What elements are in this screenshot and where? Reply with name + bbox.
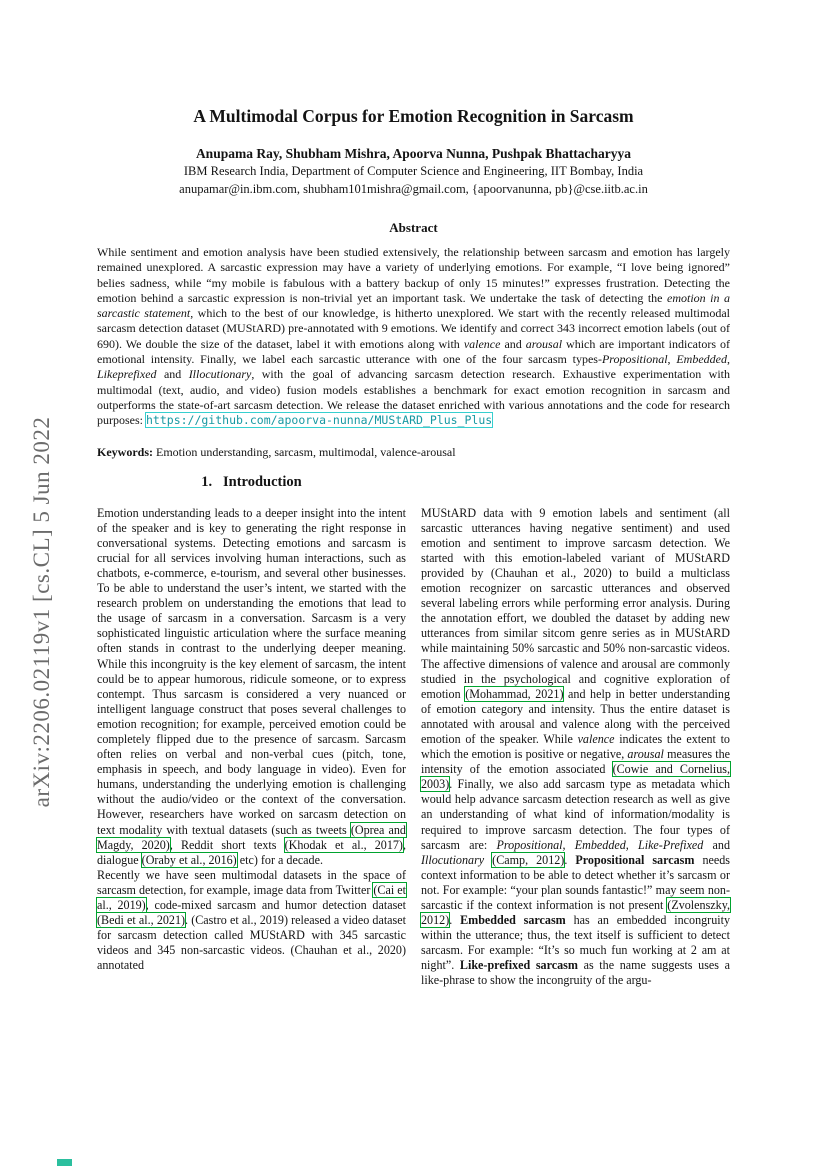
citation-link[interactable]: (Khodak et al., 2017): [284, 837, 403, 852]
citation-link[interactable]: (Bedi et al., 2021): [97, 913, 186, 928]
abstract-heading: Abstract: [389, 220, 438, 235]
authors-line: Anupama Ray, Shubham Mishra, Apoorva Nunna, Pushpak Bhattacharyya: [195, 146, 632, 161]
intro-paragraph-3: [421, 506, 730, 989]
text-run: [484, 853, 492, 867]
text-run: and help in better understanding of emotion category and intensity. Thus the entire dataset is annotated with arousal and valence along with the perceived emotion of the speaker. While: [421, 686, 731, 746]
right-column: [421, 475, 730, 989]
citation-link[interactable]: (Zvolenszky, 2012): [421, 898, 730, 928]
text-run: Recently we have seen multimodal datasets in the space of sarcasm detection, for example, image data from Twitter: [97, 867, 406, 897]
text-run: as the name suggests uses a like-phrase to show the incongruity of the argu-: [421, 958, 730, 988]
text-run: Like-prefixed sarcasm: [459, 958, 578, 973]
emails-line[interactable]: anupamar@in.ibm.com, shubham101mishra@gmail.com, {apoorvanunna, pb}@cse.iitb.ac.in: [179, 182, 648, 196]
left-column: [97, 475, 406, 989]
citation-link[interactable]: (Mohammad, 2021): [465, 686, 564, 701]
text-run: and: [500, 336, 526, 351]
text-run: .: [564, 852, 576, 867]
text-run: .: [449, 913, 461, 928]
text-run: emotion in a sarcastic statement: [97, 290, 730, 321]
text-run: which are important indicators of emotional intensity. Finally, we label each sarcastic utterance with one of the four sarcasm types-: [97, 336, 731, 367]
affiliation-line: IBM Research India, Department of Computer Science and Engineering, IIT Bombay, India: [183, 164, 644, 178]
keywords-text: Emotion understanding, sarcasm, multimodal, valence-arousal: [156, 444, 456, 459]
text-run: Embedded sarcasm: [460, 913, 566, 928]
text-run: While sentiment and emotion analysis have been studied extensively, the relationship between sarcasm and emotion has largely remained unexplored. A sarcastic expression may have a variety of underlying emotions. For example, “I love being ignored” belies sadness, while “my mobile is fabulous with a battery backup of only 15 minutes!” expresses frustration. Detecting the emotion behind a sarcastic expression is non-trivial yet an important task. We undertake the task of detecting the: [97, 245, 730, 305]
text-run: valence: [577, 731, 615, 746]
text-run: measures the intensity of the emotion associated: [421, 747, 730, 777]
text-run: , with the goal of advancing sarcasm detection research. Exhaustive experimentation with multimodal (text, audio, and video) fusion models establishes a benchmark for exact emotion recognition in sarcasm and outperforms the state-of-art sarcasm detection. We release the dataset enriched with various annotations and the code for research purposes:: [97, 367, 731, 428]
text-run: , which to the best of our knowledge, is hitherto unexplored. We start with the recently released multimodal sarcasm detection dataset (MUStARD) pre-annotated with 9 emotions. We identify and correct 343 incorrect emotion labels (out of 690). We double the size of the dataset, label it with emotions along with: [97, 306, 731, 351]
text-run: Embedded: [676, 352, 727, 367]
keywords-label: Keywords:: [97, 444, 156, 459]
citation-link[interactable]: (Camp, 2012): [492, 852, 565, 867]
paper-title: A Multimodal Corpus for Emotion Recognition in Sarcasm: [193, 106, 634, 126]
text-run: Propositional: [601, 352, 668, 367]
text-run: ,: [727, 352, 730, 367]
text-run: and: [703, 837, 731, 852]
intro-paragraph-1: [97, 506, 406, 868]
section-heading-introduction: 1. Introduction: [201, 473, 302, 490]
text-run: arousal: [627, 747, 664, 762]
text-run: indicates the extent to which the emotion is positive or negative,: [421, 731, 730, 762]
text-run: etc) for a decade.: [236, 852, 323, 867]
text-run: Likeprefixed: [97, 367, 157, 382]
citation-link[interactable]: (Oraby et al., 2016): [141, 852, 237, 867]
citation-link[interactable]: (Oprea and Magdy, 2020): [97, 822, 406, 852]
keywords-line: [97, 445, 730, 460]
intro-paragraph-2: [97, 868, 406, 974]
text-run: needs context information to be able to detect whether it’s sarcasm or not. For example: “your plan sounds fantastic!” may seem non-sarcastic if the context information is not present: [421, 852, 730, 912]
text-run: , code-mixed sarcasm and humor detection dataset: [145, 898, 407, 912]
page-bottom-link-mark: [57, 1159, 72, 1166]
abstract-body: [97, 245, 730, 429]
arxiv-watermark: arXiv:2206.02119v1 [cs.CL] 5 Jun 2022: [29, 416, 54, 808]
citation-link[interactable]: (Cai et al., 2019): [97, 882, 406, 912]
text-run: Illocutionary: [188, 367, 252, 382]
text-run: . (Castro et al., 2019) released a video dataset for sarcasm detection called MUStARD with 345 sarcastic videos and 345 non-sarcastic videos. (Chauhan et al., 2020) annotated: [97, 913, 406, 973]
text-run: arousal: [525, 336, 563, 351]
text-run: MUStARD data with 9 emotion labels and sentiment (all sarcastic utterances having negative sentiment) and used emotion and sentiment to improve sarcasm detection. We started with this emotion-labeled variant of MUStARD provided by (Chauhan et al., 2020) to build a multiclass emotion recognizer on sarcastic utterances and observed several labeling errors while performing error analysis. During the annotation effort, we doubled the dataset by adding new utterances from similar sitcom genre series as in MUStARD while maintaining 50% sarcastic and 50% non-sarcastic videos. The affective dimensions of valence and arousal are commonly studied in the psychological and cognitive exploration of emotion: [421, 505, 730, 701]
text-run: ,: [667, 352, 677, 367]
text-run: has an embedded incongruity within the utterance; thus, the text itself is sufficient to detect sarcasm. For example: “It’s so much fun working at 2 am at night”.: [421, 913, 731, 973]
text-run: Propositional sarcasm: [575, 852, 695, 867]
text-run: , Reddit short texts: [169, 837, 285, 852]
text-run: Emotion understanding leads to a deeper insight into the intent of the speaker and is key to generating the right response in conversational systems. Detecting emotions and sarcasm is crucial for all services involving human interactions, such as chatbots, e-commerce, e-tourism, and several other businesses. To be able to understand the user’s intent, we started with the research problem on understanding the emotions that lead to the usage of sarcasm in a conversation. Sarcasm is a very sophisticated linguistic articulation where the surface meaning often stands in contrast to the underlying deeper meaning. While this incongruity is the key element of sarcasm, the intent could be to appear humorous, ridicule someone, or to express contempt. Thus sarcasm is considered a very nuanced or intelligent language construct that poses several challenges to emotion recognition; for example, perceived emotion could be completely flipped due to the presence of sarcasm. Sarcasm often relies on verbal and non-verbal cues (pitch, tone, emphasis in speech, and body language in video). Even for humans, understanding the underlying emotion is challenging without the audio/video or the context of the conversation. However, researchers have worked on sarcasm detection on text modality with textual datasets (such as tweets: [97, 505, 406, 837]
text-run: valence: [463, 336, 501, 351]
github-url-link[interactable]: https://github.com/apoorva-nunna/MUStARD_Plus_Plus: [146, 413, 493, 428]
text-run: Illocutionary: [421, 852, 485, 867]
text-run: Propositional, Embedded, Like-Prefixed: [496, 837, 704, 852]
text-run: , dialogue: [97, 837, 406, 867]
two-column-body: [97, 475, 730, 989]
citation-link[interactable]: (Cowie and Cornelius, 2003): [421, 762, 730, 792]
text-run: and: [156, 367, 189, 382]
text-run: . Finally, we also add sarcasm type as metadata which would help advance sarcasm detection research as well as give an understanding of what kind of information/modality is required to improve sarcasm detection. The four types of sarcasm are:: [421, 777, 730, 852]
